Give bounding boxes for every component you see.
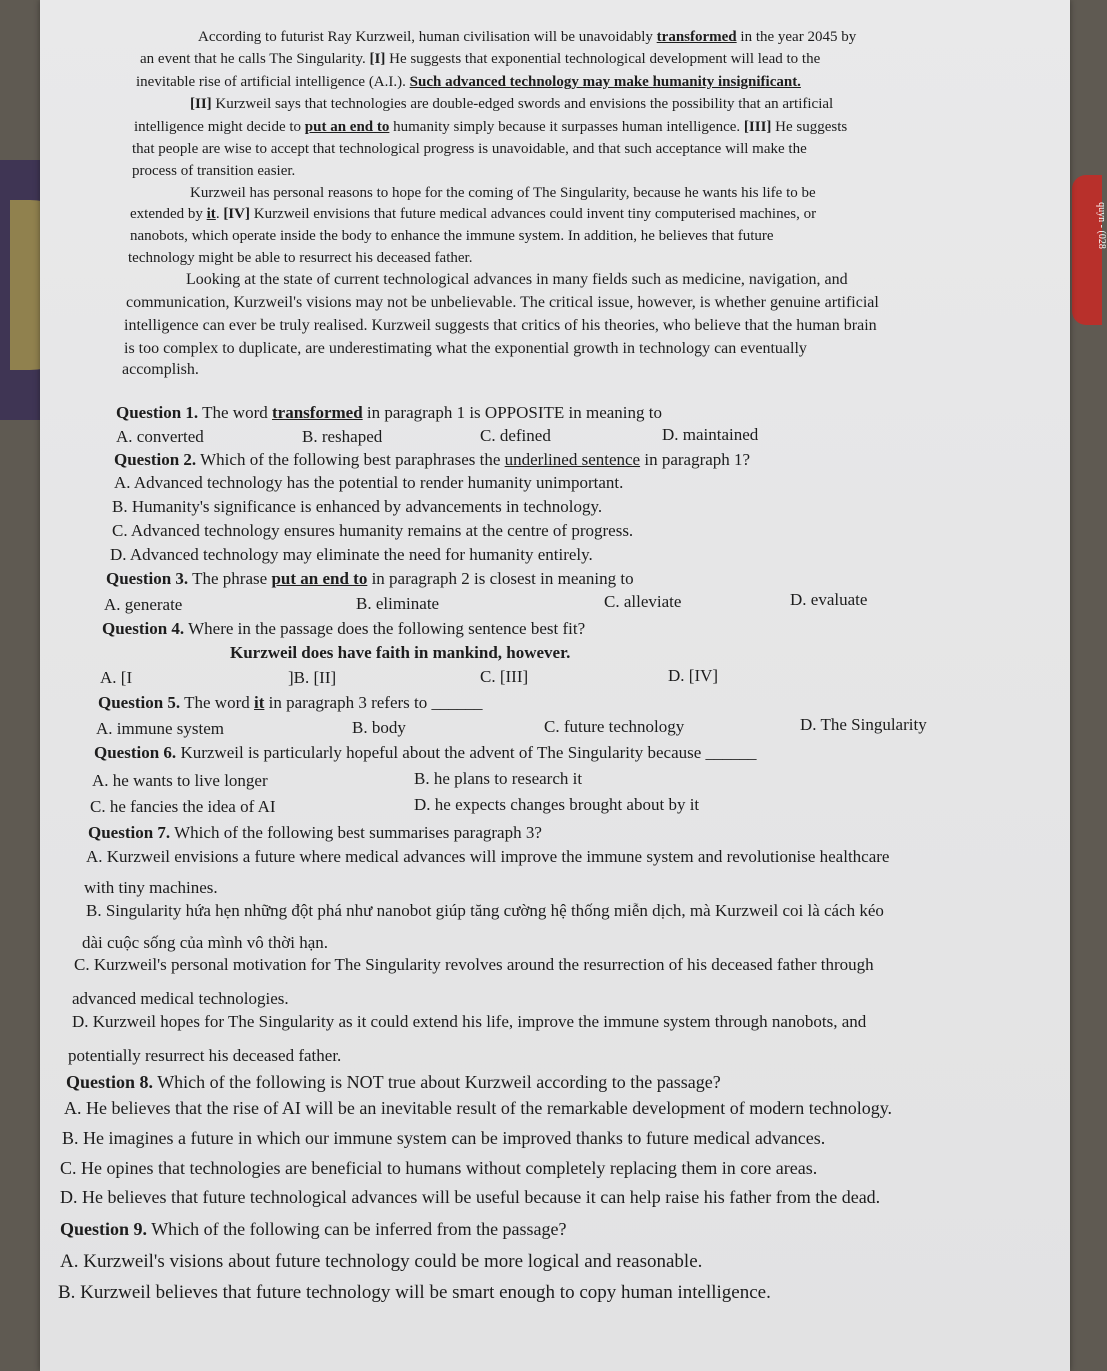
text: He suggests [771, 119, 848, 135]
passage-line: Looking at the state of current technological advances in many fields such as medicine, navigation, and [186, 271, 848, 288]
option-b[interactable]: B. he plans to research it [414, 769, 583, 788]
question-label: Question 9. [60, 1219, 148, 1239]
text: in paragraph 2 is closest in meaning to [367, 569, 634, 588]
background-object-right [1072, 175, 1107, 325]
underlined-word: underlined sentence [504, 450, 641, 469]
option-d[interactable]: D. evaluate [790, 590, 868, 609]
insert-sentence: Kurzweil does have faith in mankind, however. [230, 643, 571, 662]
option-d[interactable]: D. The Singularity [800, 715, 927, 734]
passage-line [130, 207, 816, 222]
question-label: Question 5. [98, 693, 181, 712]
passage-line: process of transition easier. [132, 163, 296, 179]
question-label: Question 3. [106, 569, 189, 588]
question-label: Question 8. [66, 1072, 154, 1092]
option-b[interactable]: B. eliminate [356, 594, 440, 613]
option-b[interactable]: B. body [352, 718, 406, 737]
option-a[interactable]: A. immune system [96, 719, 224, 738]
question-1 [116, 404, 662, 421]
option-a[interactable]: A. Kurzweil's visions about future technology could be more logical and reasonable. [60, 1251, 703, 1272]
passage-line [140, 52, 820, 67]
option-d[interactable]: D. [IV] [668, 666, 719, 685]
text: The word [180, 693, 254, 712]
option-b[interactable]: ]B. [II] [288, 668, 337, 687]
text: intelligence might decide to [134, 119, 305, 135]
option-a[interactable]: A. [I [100, 668, 133, 687]
option-b[interactable]: B. Humanity's significance is enhanced by advancements in technology. [112, 497, 603, 516]
text: in the year 2045 by [736, 29, 857, 45]
question-5 [98, 694, 483, 711]
gap-marker: [II] [190, 96, 212, 112]
text: Which of the following best paraphrases the [196, 450, 505, 469]
question-label: Question 2. [114, 450, 197, 469]
option-b[interactable]: B. Singularity hứa hẹn những đột phá như nanobot giúp tăng cường hệ thống miễn dịch, mà Kurzweil coi là cách kéo [86, 901, 884, 920]
text: According to futurist Ray Kurzweil, human civilisation will be unavoidably [198, 29, 657, 45]
option-b[interactable]: B. reshaped [302, 427, 383, 446]
text: Which of the following can be inferred from the passage? [147, 1219, 567, 1239]
text: Kurzweil says that technologies are double-edged swords and envisions the possibility that an artificial [211, 96, 834, 112]
option-c[interactable]: C. He opines that technologies are beneficial to humans without completely replacing them in core areas. [60, 1158, 818, 1178]
option-c[interactable]: C. alleviate [604, 592, 682, 611]
question-label: Question 4. [102, 619, 185, 638]
option-c[interactable]: C. Kurzweil's personal motivation for The Singularity revolves around the resurrection of his deceased father through [74, 955, 874, 974]
passage-line [136, 75, 801, 90]
worksheet-page [40, 0, 1070, 1371]
passage-line: Kurzweil has personal reasons to hope for the coming of The Singularity, because he wants his life to be [190, 185, 816, 201]
option-d[interactable]: D. maintained [662, 425, 759, 444]
passage-line: that people are wise to accept that technological progress is unavoidable, and that such acceptance will make the [132, 141, 807, 157]
question-4 [102, 620, 585, 637]
option-d[interactable]: D. Advanced technology may eliminate the need for humanity entirely. [110, 545, 593, 564]
question-6 [94, 744, 757, 761]
passage-line [198, 30, 856, 45]
option-a[interactable]: A. he wants to live longer [92, 771, 268, 790]
question-7 [88, 824, 542, 841]
text: Which of the following is NOT true about Kurzweil according to the passage? [153, 1072, 721, 1092]
gap-marker: [III] [743, 119, 772, 135]
side-tab-text: quyn - (028 [1095, 202, 1107, 249]
question-label: Question 6. [94, 743, 177, 762]
passage-line: intelligence can ever be truly realised. Kurzweil suggests that critics of his theories, who believe that the human brain [124, 317, 877, 334]
option-c[interactable]: C. he fancies the idea of AI [90, 797, 276, 816]
passage-line: nanobots, which operate inside the body to enhance the immune system. In addition, he believes that future [130, 228, 774, 244]
text: Which of the following best summarises paragraph 3? [170, 823, 542, 842]
question-label: Question 7. [88, 823, 171, 842]
text: Kurzweil envisions that future medical advances could invent tiny computerised machines, or [249, 206, 817, 222]
underlined-word: transformed [272, 403, 363, 422]
text: extended by [130, 206, 207, 222]
question-3 [106, 570, 634, 587]
option-a[interactable]: A. generate [104, 595, 183, 614]
option-a[interactable]: A. converted [116, 427, 204, 446]
option-a-continued[interactable]: with tiny machines. [84, 878, 218, 897]
underlined-sentence: Such advanced technology may make humanity insignificant. [409, 74, 801, 90]
text: . [215, 206, 224, 222]
text: Kurzweil is particularly hopeful about the advent of The Singularity because ______ [176, 743, 757, 762]
option-c[interactable]: C. defined [480, 426, 551, 445]
option-a[interactable]: A. He believes that the rise of AI will be an inevitable result of the remarkable development of modern technology. [64, 1098, 893, 1118]
option-d-continued[interactable]: potentially resurrect his deceased father. [68, 1046, 342, 1065]
text: in paragraph 3 refers to ______ [264, 693, 483, 712]
text: in paragraph 1? [640, 450, 751, 469]
passage-line [134, 120, 847, 135]
underlined-phrase: put an end to [304, 119, 390, 135]
text: in paragraph 1 is OPPOSITE in meaning to [362, 403, 663, 422]
option-a[interactable]: A. Advanced technology has the potential to render humanity unimportant. [114, 473, 624, 492]
option-c[interactable]: C. [III] [480, 667, 529, 686]
underlined-word: it [254, 693, 265, 712]
text: an event that he calls The Singularity. [140, 51, 370, 67]
option-d[interactable]: D. he expects changes brought about by it [414, 795, 700, 814]
text: The word [198, 403, 272, 422]
passage-line: accomplish. [122, 361, 199, 378]
option-d[interactable]: D. Kurzweil hopes for The Singularity as it could extend his life, improve the immune system through nanobots, and [72, 1012, 867, 1031]
option-b-continued[interactable]: dài cuộc sống của mình vô thời hạn. [82, 933, 328, 952]
option-a[interactable]: A. Kurzweil envisions a future where medical advances will improve the immune system and revolutionise healthcare [86, 847, 890, 866]
question-8 [66, 1073, 721, 1091]
option-b[interactable]: B. He imagines a future in which our immune system can be improved thanks to future medical advances. [62, 1128, 826, 1148]
gap-marker: [IV] [223, 206, 250, 222]
gap-marker: [I] [369, 51, 386, 67]
underlined-word: it [206, 206, 216, 222]
passage-line [190, 97, 833, 112]
question-2 [114, 451, 750, 468]
option-d[interactable]: D. He believes that future technological advances will be useful because it can help raise his father from the dead. [60, 1187, 881, 1207]
option-b[interactable]: B. Kurzweil believes that future technology will be smart enough to copy human intelligence. [58, 1282, 771, 1303]
text: He suggests that exponential technological development will lead to the [385, 51, 821, 67]
option-c-continued[interactable]: advanced medical technologies. [72, 989, 289, 1008]
passage-line: communication, Kurzweil's visions may not be unbelievable. The critical issue, however, is whether genuine artificial [126, 294, 879, 311]
text: humanity simply because it surpasses human intelligence. [389, 119, 744, 135]
passage-line: is too complex to duplicate, are underestimating what the exponential growth in technology can eventually [124, 340, 807, 357]
text: The phrase [188, 569, 272, 588]
underlined-word: transformed [656, 29, 737, 45]
question-label: Question 1. [116, 403, 199, 422]
underlined-phrase: put an end to [271, 569, 368, 588]
text: inevitable rise of artificial intelligence (A.I.). [136, 74, 410, 90]
text: Where in the passage does the following sentence best fit? [184, 619, 586, 638]
option-c[interactable]: C. Advanced technology ensures humanity remains at the centre of progress. [112, 521, 634, 540]
question-9 [60, 1220, 567, 1238]
option-c[interactable]: C. future technology [544, 717, 685, 736]
passage-line: technology might be able to resurrect his deceased father. [128, 250, 473, 266]
